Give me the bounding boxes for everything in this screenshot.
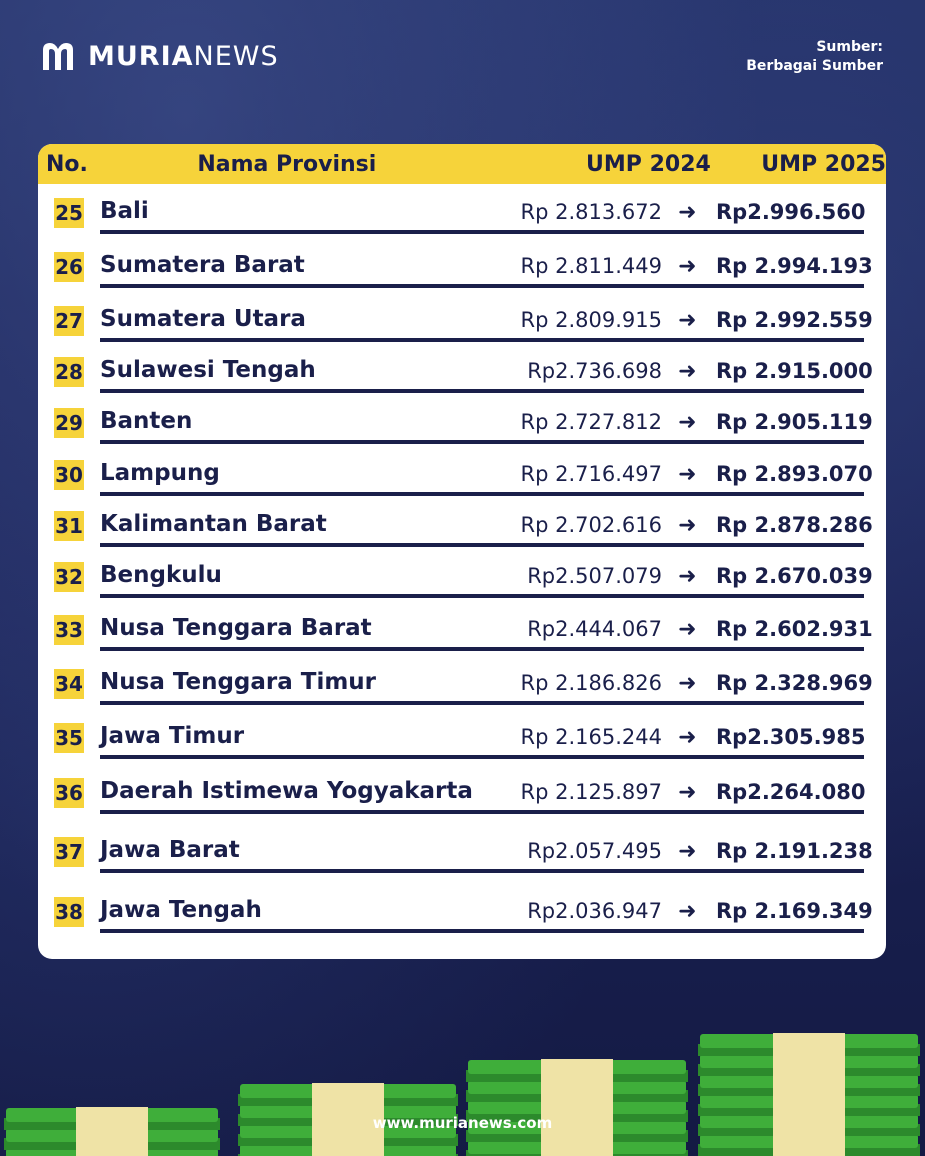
row-number: 34 <box>54 669 84 699</box>
table-row <box>38 446 886 496</box>
province-name: Bali <box>100 198 149 224</box>
row-number: 36 <box>54 778 84 808</box>
ump-2025-value: Rp 2.878.286 <box>716 513 873 537</box>
row-underline <box>100 647 864 651</box>
table-row <box>38 497 886 547</box>
table-row <box>38 655 886 705</box>
ump-2024-value: Rp 2.716.497 <box>520 462 662 486</box>
money-bundle <box>698 1033 920 1056</box>
money-bundle <box>238 1083 458 1106</box>
row-underline <box>100 440 864 444</box>
ump-2025-value: Rp2.264.080 <box>716 780 866 804</box>
row-number: 35 <box>54 723 84 753</box>
row-underline <box>100 230 864 234</box>
row-number: 33 <box>54 615 84 645</box>
ump-2025-value: Rp 2.994.193 <box>716 254 873 278</box>
province-name: Lampung <box>100 460 220 486</box>
ump-table <box>38 144 886 959</box>
table-row <box>38 292 886 342</box>
table-header <box>38 144 886 184</box>
province-name: Bengkulu <box>100 562 222 588</box>
row-number: 25 <box>54 198 84 228</box>
money-bundle <box>466 1059 688 1082</box>
province-name: Sulawesi Tengah <box>100 357 316 383</box>
row-underline <box>100 869 864 873</box>
ump-2024-value: Rp 2.186.826 <box>520 671 662 695</box>
ump-2025-value: Rp 2.191.238 <box>716 839 873 863</box>
brand-name <box>88 41 279 72</box>
col-ump-2024: UMP 2024 <box>586 151 711 177</box>
ump-2024-value: Rp2.736.698 <box>527 359 662 383</box>
ump-2025-value: Rp 2.992.559 <box>716 308 873 332</box>
right-arrow-icon: ➜ <box>678 780 697 805</box>
row-number: 32 <box>54 562 84 592</box>
row-number: 38 <box>54 897 84 927</box>
province-name: Banten <box>100 408 193 434</box>
murianews-logo-icon <box>40 40 76 72</box>
brand-light: NEWS <box>193 40 279 72</box>
row-number: 29 <box>54 408 84 438</box>
province-name: Jawa Tengah <box>100 897 262 923</box>
row-number: 28 <box>54 357 84 387</box>
right-arrow-icon: ➜ <box>678 899 697 924</box>
province-name: Kalimantan Barat <box>100 511 327 537</box>
ump-2025-value: Rp 2.169.349 <box>716 899 873 923</box>
row-number: 27 <box>54 306 84 336</box>
ump-2024-value: Rp 2.813.672 <box>520 200 662 224</box>
ump-2025-value: Rp2.996.560 <box>716 200 866 224</box>
money-bundle <box>698 1053 920 1076</box>
row-underline <box>100 810 864 814</box>
table-row <box>38 548 886 598</box>
ump-2024-value: Rp2.507.079 <box>527 564 662 588</box>
row-number: 26 <box>54 252 84 282</box>
money-bundle <box>466 1079 688 1102</box>
row-underline <box>100 543 864 547</box>
row-underline <box>100 755 864 759</box>
row-number: 31 <box>54 511 84 541</box>
table-row <box>38 238 886 288</box>
ump-2024-value: Rp 2.125.897 <box>520 780 662 804</box>
right-arrow-icon: ➜ <box>678 671 697 696</box>
row-underline <box>100 701 864 705</box>
ump-2025-value: Rp 2.893.070 <box>716 462 873 486</box>
money-bundle <box>698 1133 920 1156</box>
row-underline <box>100 492 864 496</box>
row-number: 37 <box>54 837 84 867</box>
row-underline <box>100 338 864 342</box>
province-name: Sumatera Barat <box>100 252 305 278</box>
right-arrow-icon: ➜ <box>678 617 697 642</box>
ump-2024-value: Rp 2.809.915 <box>520 308 662 332</box>
right-arrow-icon: ➜ <box>678 564 697 589</box>
ump-2025-value: Rp 2.670.039 <box>716 564 873 588</box>
right-arrow-icon: ➜ <box>678 308 697 333</box>
ump-2024-value: Rp 2.702.616 <box>520 513 662 537</box>
row-underline <box>100 284 864 288</box>
province-name: Nusa Tenggara Barat <box>100 615 372 641</box>
brand-bold: MURIA <box>88 40 194 72</box>
ump-2025-value: Rp 2.905.119 <box>716 410 873 434</box>
source-note <box>746 38 883 76</box>
province-name: Jawa Barat <box>100 837 240 863</box>
table-row <box>38 764 886 814</box>
footer-url: www.murianews.com <box>372 1114 553 1132</box>
right-arrow-icon: ➜ <box>678 359 697 384</box>
ump-2024-value: Rp 2.727.812 <box>520 410 662 434</box>
money-bundle <box>698 1093 920 1116</box>
money-bundle <box>698 1073 920 1096</box>
table-row <box>38 184 886 234</box>
table-row <box>38 883 886 933</box>
ump-2024-value: Rp2.444.067 <box>527 617 662 641</box>
ump-2024-value: Rp 2.811.449 <box>520 254 662 278</box>
right-arrow-icon: ➜ <box>678 254 697 279</box>
source-value: Berbagai Sumber <box>746 58 883 74</box>
right-arrow-icon: ➜ <box>678 513 697 538</box>
right-arrow-icon: ➜ <box>678 725 697 750</box>
right-arrow-icon: ➜ <box>678 410 697 435</box>
ump-2025-value: Rp 2.328.969 <box>716 671 873 695</box>
ump-2024-value: Rp2.036.947 <box>527 899 662 923</box>
province-name: Sumatera Utara <box>100 306 306 332</box>
province-name: Daerah Istimewa Yogyakarta <box>100 778 473 804</box>
row-underline <box>100 594 864 598</box>
right-arrow-icon: ➜ <box>678 200 697 225</box>
row-underline <box>100 389 864 393</box>
brand-header <box>40 36 279 76</box>
right-arrow-icon: ➜ <box>678 839 697 864</box>
row-underline <box>100 929 864 933</box>
ump-2024-value: Rp 2.165.244 <box>520 725 662 749</box>
table-row <box>38 343 886 393</box>
province-name: Jawa Timur <box>100 723 245 749</box>
ump-2025-value: Rp2.305.985 <box>716 725 866 749</box>
table-row <box>38 394 886 444</box>
right-arrow-icon: ➜ <box>678 462 697 487</box>
row-number: 30 <box>54 460 84 490</box>
province-name: Nusa Tenggara Timur <box>100 669 377 695</box>
table-row <box>38 709 886 759</box>
col-ump-2025: UMP 2025 <box>761 151 886 177</box>
source-label: Sumber: <box>816 39 883 55</box>
table-row <box>38 823 886 873</box>
ump-2024-value: Rp2.057.495 <box>527 839 662 863</box>
col-province: Nama Provinsi <box>197 151 377 177</box>
table-row <box>38 601 886 651</box>
ump-2025-value: Rp 2.602.931 <box>716 617 873 641</box>
ump-2025-value: Rp 2.915.000 <box>716 359 873 383</box>
col-no: No. <box>46 151 88 177</box>
